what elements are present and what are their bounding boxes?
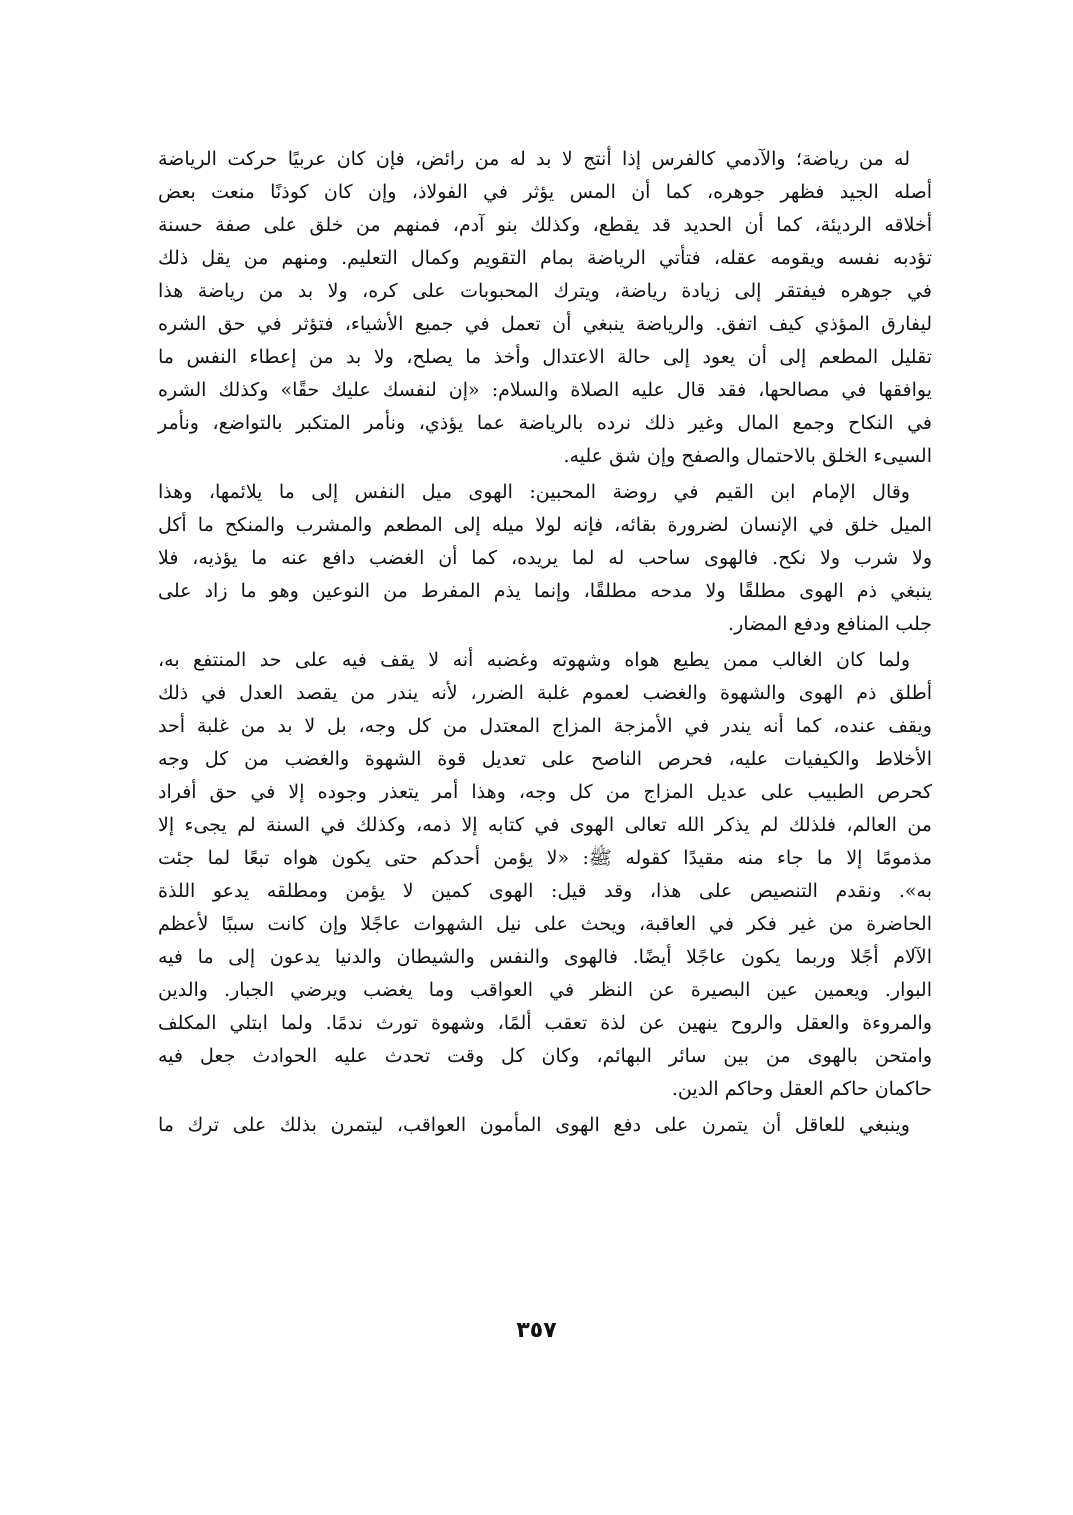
- text-line: الآلام أجًلا وربما يكون عاجًلا أيضًا. فالهوى والنفس والشيطان والدنيا يدعون إلى ما فيه: [158, 946, 932, 968]
- paragraph: [158, 476, 932, 641]
- text-line: حاكمان حاكم العقل وحاكم الدين.: [671, 1078, 932, 1100]
- text-line: أخلاقه الرديئة، كما أن الحديد قد يقطع، وكذلك بنو آدم، فمنهم من خلق على صفة حسنة: [158, 214, 932, 236]
- text-line: الأخلاط والكيفيات عليه، فحرص الناصح على تعديل قوة الشهوة والغضب من كل وجه: [158, 748, 932, 770]
- text-line: ولا شرب ولا نكح. فالهوى ساحب له لما يريده، كما أن الغضب دافع عنه ما يؤذيه، فلا: [158, 547, 932, 569]
- text-line: أطلق ذم الهوى والشهوة والغضب لعموم غلبة الضرر، لأنه يندر من يقصد العدل في ذلك: [158, 682, 932, 704]
- page-body: [158, 143, 932, 1145]
- text-line: ويقف عنده، كما أنه يندر في الأمزجة المزاج المعتدل من كل وجه، بل لا بد من غلبة أحد: [158, 715, 932, 737]
- text-line: الميل خلق في الإنسان لضرورة بقائه، فإنه لولا ميله إلى المطعم والمشرب والمنكح ما أكل: [158, 514, 932, 536]
- text-line: كحرص الطبيب على عديل المزاج من كل وجه، وهذا أمر يتعذر وجوده إلا في حق أفراد: [158, 781, 932, 803]
- page-number: ٣٥٧: [516, 1318, 557, 1343]
- text-line: السيىء الخلق بالاحتمال والصفح وإن شق عليه.: [563, 445, 932, 467]
- paragraph: [158, 644, 932, 1106]
- text-line: ليفارق المؤذي كيف اتفق. والرياضة ينبغي أن تعمل في جميع الأشياء، فتؤثر في حق الشره: [158, 313, 932, 335]
- text-line: في النكاح وجمع المال وغير ذلك نرده بالرياضة عما يؤذي، ونأمر المتكبر بالتواضع، ونأمر: [158, 412, 932, 434]
- text-line: وامتحن بالهوى من بين سائر البهائم، وكان كل وقت تحدث عليه الحوادث جعل فيه: [158, 1045, 932, 1067]
- text-line: والمروءة والعقل والروح ينهين عن لذة تعقب ألمًا، وشهوة تورث ندمًا. ولما ابتلي المكلف: [158, 1012, 932, 1034]
- text-line: وينبغي للعاقل أن يتمرن على دفع الهوى المأمون العواقب، ليتمرن بذلك على ترك ما: [158, 1114, 910, 1136]
- text-line: البوار. ويعمين عين البصيرة عن النظر في العواقب وما يغضب ويرضي الجبار. والدين: [158, 979, 932, 1001]
- text-line: أصله الجيد فظهر جوهره، كما أن المس يؤثر في الفولاذ، وإن كان كوذنًا منعت بعض: [158, 181, 932, 203]
- text-line: جلب المنافع ودفع المضار.: [728, 613, 932, 635]
- text-line: مذمومًا إلا ما جاء منه مقيدًا كقوله ﷺ: «لا يؤمن أحدكم حتى يكون هواه تبعًا لما جئت: [158, 847, 932, 869]
- text-line: من العالم، فلذلك لم يذكر الله تعالى الهوى في كتابه إلا ذمه، وكذلك في السنة لم يجىء إلا: [158, 814, 932, 836]
- text-line: الحاضرة من غير فكر في العاقبة، ويحث على نيل الشهوات عاجًلا وإن كانت سببًا لأعظم: [158, 913, 932, 935]
- text-line: وقال الإمام ابن القيم في روضة المحبين: الهوى ميل النفس إلى ما يلائمها، وهذا: [158, 481, 910, 503]
- text-line: به». ونقدم التنصيص على هذا، وقد قيل: الهوى كمين لا يؤمن ومطلقه يدعو اللذة: [158, 880, 932, 902]
- text-line: تقليل المطعم إلى أن يعود إلى حالة الاعتدال وأخذ ما يصلح، ولا بد من إعطاء النفس ما: [158, 346, 932, 368]
- text-line: تؤدبه نفسه ويقومه عقله، فتأتي الرياضة بمام التقويم وكمال التعليم. ومنهم من يقل ذلك: [158, 247, 932, 269]
- text-line: له من رياضة؛ والآدمي كالفرس إذا أنتج لا بد له من رائض، فإن كان عربيًا حركت الرياضة: [158, 148, 910, 170]
- paragraph: [158, 143, 932, 473]
- text-line: ينبغي ذم الهوى مطلقًا ولا مدحه مطلقًا، وإنما يذم المفرط من النوعين وهو ما زاد على: [158, 580, 932, 602]
- text-line: ولما كان الغالب ممن يطيع هواه وشهوته وغضبه أنه لا يقف فيه على حد المنتفع به،: [158, 649, 910, 671]
- paragraph: [158, 1109, 932, 1142]
- text-line: يوافقها في مصالحها، فقد قال عليه الصلاة والسلام: «إن لنفسك عليك حقًا» وكذلك الشره: [158, 379, 932, 401]
- text-line: في جوهره فيفتقر إلى زيادة رياضة، ويترك المحبوبات على كره، ولا بد من رياضة هذا: [158, 280, 932, 302]
